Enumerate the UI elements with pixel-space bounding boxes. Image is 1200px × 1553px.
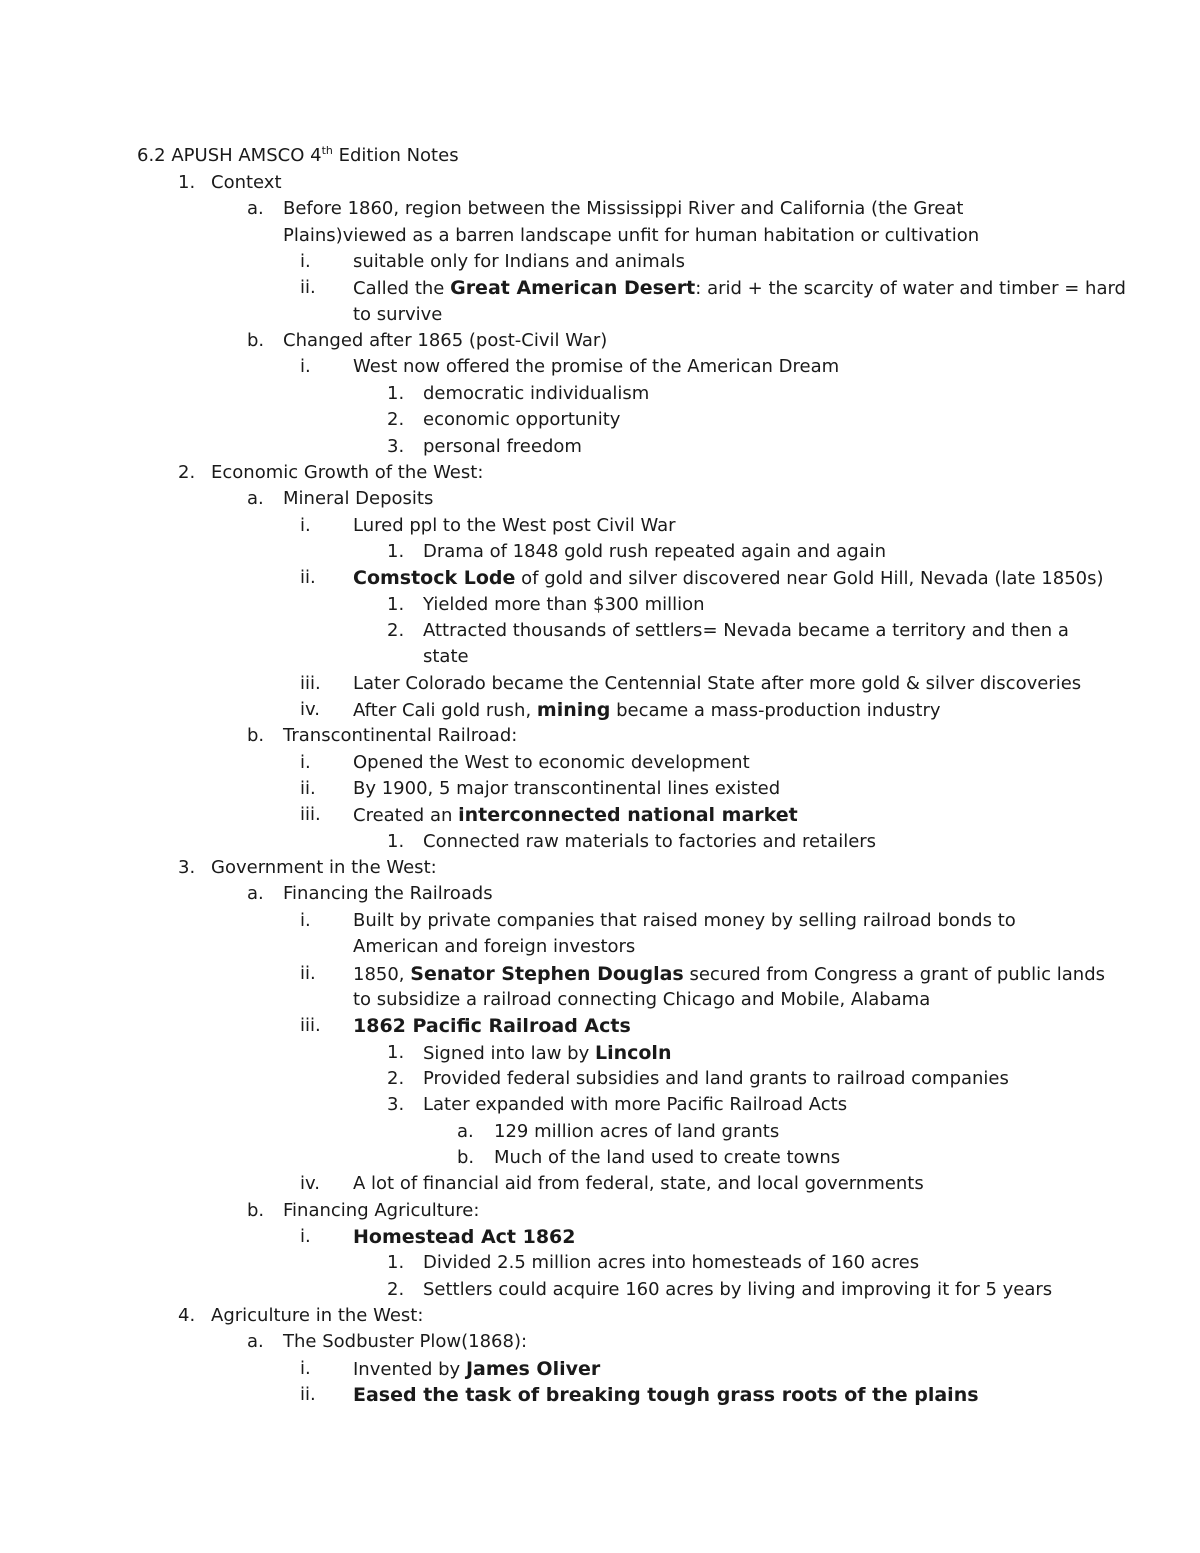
outline-line xyxy=(353,1382,979,1408)
outline-line xyxy=(211,1303,423,1329)
title-prefix: 6.2 APUSH AMSCO 4 xyxy=(137,145,322,166)
list-marker: b. xyxy=(247,1200,265,1221)
outline-line xyxy=(423,1092,847,1118)
line-text: to survive xyxy=(353,304,443,325)
line-text: Financing Agriculture: xyxy=(283,1200,480,1221)
line-text: became a mass-production industry xyxy=(610,700,941,721)
list-marker: a. xyxy=(247,488,264,509)
line-text: economic opportunity xyxy=(423,409,621,430)
bold-term: 1862 Pacific Railroad Acts xyxy=(353,1015,631,1037)
list-marker: ii. xyxy=(300,1384,316,1405)
list-marker: 2. xyxy=(387,1279,405,1300)
outline-line xyxy=(211,460,483,486)
list-marker: 1. xyxy=(387,1042,405,1063)
line-text: West now offered the promise of the American Dream xyxy=(353,356,840,377)
line-text: Transcontinental Railroad: xyxy=(283,725,518,746)
line-text: Invented by xyxy=(353,1359,466,1380)
outline-line xyxy=(423,592,705,618)
bold-term: Homestead Act 1862 xyxy=(353,1226,576,1248)
line-text: Called the xyxy=(353,278,451,299)
outline-line xyxy=(353,1224,576,1250)
outline-line xyxy=(494,1119,779,1145)
list-marker: 3. xyxy=(387,1094,405,1115)
list-marker: a. xyxy=(247,1331,264,1352)
outline-line xyxy=(423,618,1069,644)
outline-line xyxy=(353,776,780,802)
line-text: Context xyxy=(211,172,282,193)
outline-line xyxy=(353,802,798,828)
list-marker: ii. xyxy=(300,277,316,298)
list-marker: i. xyxy=(300,1358,311,1379)
outline-line xyxy=(353,671,1081,697)
line-text: Divided 2.5 million acres into homesteads of 160 acres xyxy=(423,1252,920,1273)
bold-term: interconnected national market xyxy=(458,804,798,826)
line-text: Drama of 1848 gold rush repeated again and again xyxy=(423,541,887,562)
outline-line xyxy=(353,934,635,960)
line-text: Plains)viewed as a barren landscape unfit for human habitation or cultivation xyxy=(283,225,980,246)
line-text: Opened the West to economic development xyxy=(353,752,750,773)
outline-line xyxy=(283,486,433,512)
line-text: Yielded more than $300 million xyxy=(423,594,705,615)
outline-line xyxy=(353,302,442,328)
list-marker: 3. xyxy=(178,857,196,878)
list-marker: ii. xyxy=(300,963,316,984)
list-marker: iv. xyxy=(300,699,320,720)
outline-line xyxy=(423,434,582,460)
list-marker: b. xyxy=(247,330,265,351)
outline-line xyxy=(353,249,685,275)
list-marker: 2. xyxy=(178,462,196,483)
list-marker: 2. xyxy=(387,1068,405,1089)
line-text: Built by private companies that raised money by selling railroad bonds to xyxy=(353,910,1016,931)
line-text: Financing the Railroads xyxy=(283,883,493,904)
title-superscript: th xyxy=(321,144,333,157)
line-text: Government in the West: xyxy=(211,857,437,878)
outline-line xyxy=(353,513,676,539)
list-marker: 1. xyxy=(178,172,196,193)
outline-line xyxy=(494,1145,840,1171)
line-text: : arid + the scarcity of water and timber = hard xyxy=(695,278,1126,299)
list-marker: a. xyxy=(247,198,264,219)
line-text: 129 million acres of land grants xyxy=(494,1121,780,1142)
outline-line xyxy=(211,170,282,196)
line-text: of gold and silver discovered near Gold Hill, Nevada (late 1850s) xyxy=(515,568,1104,589)
outline-line xyxy=(423,407,620,433)
list-marker: i. xyxy=(300,1226,311,1247)
list-marker: b. xyxy=(457,1147,475,1168)
line-text: Lured ppl to the West post Civil War xyxy=(353,515,676,536)
line-text: Economic Growth of the West: xyxy=(211,462,484,483)
line-text: A lot of financial aid from federal, state, and local governments xyxy=(353,1173,924,1194)
list-marker: 2. xyxy=(387,409,405,430)
list-marker: 1. xyxy=(387,383,405,404)
document-title xyxy=(137,143,459,169)
list-marker: iv. xyxy=(300,1173,320,1194)
line-text: Signed into law by xyxy=(423,1043,595,1064)
outline-line xyxy=(211,855,437,881)
outline-line xyxy=(423,1277,1052,1303)
line-text: Created an xyxy=(353,805,459,826)
line-text: to subsidize a railroad connecting Chicago and Mobile, Alabama xyxy=(353,989,931,1010)
list-marker: i. xyxy=(300,910,311,931)
list-marker: ii. xyxy=(300,778,316,799)
line-text: 1850, xyxy=(353,964,411,985)
bold-term: Lincoln xyxy=(594,1042,672,1064)
outline-line xyxy=(283,1329,527,1355)
list-marker: a. xyxy=(457,1121,474,1142)
outline-line xyxy=(353,961,1105,987)
list-marker: iii. xyxy=(300,804,321,825)
line-text: Provided federal subsidies and land grants to railroad companies xyxy=(423,1068,1009,1089)
line-text: suitable only for Indians and animals xyxy=(353,251,686,272)
list-marker: i. xyxy=(300,356,311,377)
list-marker: 1. xyxy=(387,594,405,615)
bold-term: James Oliver xyxy=(465,1358,601,1380)
line-text: American and foreign investors xyxy=(353,936,636,957)
outline-line xyxy=(423,1040,671,1066)
outline-line xyxy=(283,1198,479,1224)
outline-line xyxy=(283,881,493,907)
bold-term: Eased the task of breaking tough grass roots of the plains xyxy=(353,1384,979,1406)
line-text: Later expanded with more Pacific Railroad Acts xyxy=(423,1094,848,1115)
outline-line xyxy=(353,275,1126,301)
outline-line xyxy=(423,539,886,565)
line-text: Much of the land used to create towns xyxy=(494,1147,841,1168)
line-text: state xyxy=(423,646,469,667)
bold-term: Senator Stephen Douglas xyxy=(410,963,684,985)
outline-line xyxy=(353,1171,924,1197)
list-marker: iii. xyxy=(300,1015,321,1036)
outline-line xyxy=(423,829,876,855)
list-marker: 1. xyxy=(387,541,405,562)
line-text: Mineral Deposits xyxy=(283,488,434,509)
outline-line xyxy=(353,908,1016,934)
list-marker: i. xyxy=(300,515,311,536)
list-marker: 1. xyxy=(387,1252,405,1273)
list-marker: 1. xyxy=(387,831,405,852)
outline-line xyxy=(353,1013,631,1039)
line-text: Attracted thousands of settlers= Nevada became a territory and then a xyxy=(423,620,1069,641)
bold-term: Great American Desert xyxy=(450,277,696,299)
outline-line xyxy=(283,196,963,222)
list-marker: iii. xyxy=(300,673,321,694)
outline-line xyxy=(283,328,607,354)
outline-line xyxy=(353,750,750,776)
title-suffix: Edition Notes xyxy=(332,145,459,166)
line-text: democratic individualism xyxy=(423,383,650,404)
list-marker: i. xyxy=(300,251,311,272)
bold-term: mining xyxy=(536,699,611,721)
bold-term: Comstock Lode xyxy=(353,567,516,589)
outline-line xyxy=(423,1250,919,1276)
line-text: Before 1860, region between the Mississippi River and California (the Great xyxy=(283,198,964,219)
outline-line xyxy=(353,565,1104,591)
line-text: Changed after 1865 (post-Civil War) xyxy=(283,330,608,351)
list-marker: 3. xyxy=(387,436,405,457)
line-text: personal freedom xyxy=(423,436,582,457)
outline-line xyxy=(283,223,979,249)
list-marker: b. xyxy=(247,725,265,746)
outline-line xyxy=(353,697,941,723)
line-text: Settlers could acquire 160 acres by living and improving it for 5 years xyxy=(423,1279,1053,1300)
line-text: Agriculture in the West: xyxy=(211,1305,424,1326)
line-text: After Cali gold rush, xyxy=(353,700,537,721)
list-marker: ii. xyxy=(300,567,316,588)
list-marker: a. xyxy=(247,883,264,904)
line-text: Later Colorado became the Centennial State after more gold & silver discoveries xyxy=(353,673,1082,694)
outline-line xyxy=(353,1356,600,1382)
list-marker: 2. xyxy=(387,620,405,641)
line-text: The Sodbuster Plow(1868): xyxy=(283,1331,528,1352)
outline-line xyxy=(283,723,517,749)
list-marker: 4. xyxy=(178,1305,196,1326)
line-text: Connected raw materials to factories and retailers xyxy=(423,831,877,852)
outline-line xyxy=(353,987,930,1013)
outline-line xyxy=(353,354,839,380)
outline-line xyxy=(423,1066,1009,1092)
outline-line xyxy=(423,644,469,670)
outline-line xyxy=(423,381,649,407)
line-text: By 1900, 5 major transcontinental lines existed xyxy=(353,778,781,799)
list-marker: i. xyxy=(300,752,311,773)
line-text: secured from Congress a grant of public lands xyxy=(683,964,1105,985)
